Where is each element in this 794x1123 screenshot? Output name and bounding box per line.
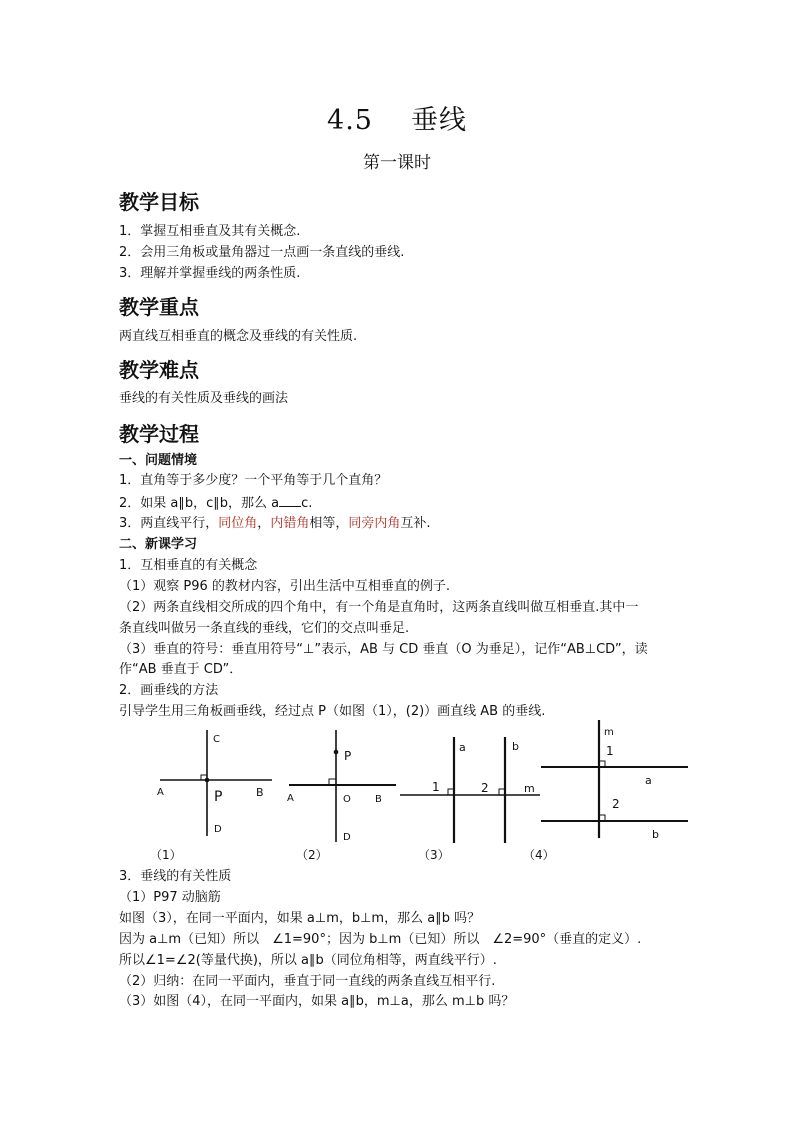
fig1-label-a: A	[157, 787, 164, 798]
part2-line-5: （3）垂直的符号：垂直用符号“⊥”表示，AB 与 CD 垂直（O 为垂足），记作“AB⊥CD”，读	[119, 642, 648, 657]
goal-item-2: 2．会用三角板或量角器过一点画一条直线的垂线.	[119, 245, 405, 260]
focus-text: 两直线互相垂直的概念及垂线的有关性质.	[119, 329, 358, 344]
fig1-point-p	[205, 778, 210, 783]
fig4-label-angle-2: 2	[612, 797, 620, 811]
page-subtitle: 第一课时	[363, 153, 431, 173]
part2-line-4: 条直线叫做另一条直线的垂线，它们的交点叫垂足.	[119, 621, 410, 636]
part3-line-4: 因为 a⊥m（已知）所以 ∠1=90°；因为 b⊥m（已知）所以 ∠2=90°（垂直的定义）.	[119, 932, 642, 947]
fig1-label-b: B	[256, 786, 264, 799]
q3-text-d: 互补.	[400, 516, 431, 531]
fig2-label-b: B	[375, 794, 382, 805]
process-heading: 教学过程	[119, 422, 199, 446]
difficulty-heading: 教学难点	[119, 358, 199, 382]
fig2-caption: （2）	[296, 848, 328, 862]
question-1: 1．直角等于多少度？一个平角等于几个直角？	[119, 473, 388, 488]
question-2-start: 2．如果 a∥b，c∥b，那么 a	[119, 496, 280, 511]
fig4-label-m: m	[604, 727, 614, 738]
fig4-label-a: a	[645, 774, 652, 787]
q3-red-interior: 同旁内角	[348, 516, 401, 531]
fig1-label-p: P	[214, 789, 223, 805]
part3-line-5: 所以∠1=∠2(等量代换)，所以 a∥b（同位角相等，两直线平行）.	[119, 953, 497, 968]
fig3-label-angle-2: 2	[481, 781, 489, 795]
part2-title: 二、新课学习	[119, 537, 198, 552]
difficulty-text: 垂线的有关性质及垂线的画法	[119, 391, 289, 406]
part3-line-1: 3．垂线的有关性质	[119, 869, 232, 884]
figure-3	[400, 737, 540, 843]
goal-item-3: 3．理解并掌握垂线的两条性质.	[119, 266, 301, 281]
q3-text-a: 3．两直线平行，	[119, 516, 219, 531]
figure-2	[289, 730, 396, 842]
part3-line-7: （3）如图（4），在同一平面内，如果 a∥b，m⊥a，那么 m⊥b 吗？	[119, 994, 515, 1009]
fig3-caption: （3）	[418, 848, 450, 862]
title-name: 垂线	[410, 105, 467, 136]
fig2-label-p: P	[344, 749, 352, 763]
figure-1	[160, 730, 272, 836]
q3-red-corresponding: 同位角	[218, 516, 258, 531]
part3-line-6: （2）归纳：在同一平面内，垂直于同一直线的两条直线互相平行.	[119, 974, 496, 989]
fig1-label-c: C	[213, 734, 220, 745]
part1-title: 一、问题情境	[119, 453, 198, 468]
fig1-label-d: D	[214, 824, 222, 835]
q3-text-b: ，	[257, 516, 271, 531]
part2-line-8: 引导学生用三角板画垂线，经过点 P（如图（1），(2)）画直线 AB 的垂线.	[119, 704, 546, 719]
fig3-label-a: a	[459, 741, 466, 754]
title-number: 4.5	[327, 105, 373, 136]
fig4-caption: （4）	[523, 848, 555, 862]
fig2-label-o: O	[343, 794, 351, 805]
part3-line-3: 如图（3），在同一平面内，如果 a⊥m，b⊥m，那么 a∥b 吗？	[119, 911, 481, 926]
fig4-label-b: b	[652, 828, 659, 841]
goals-heading: 教学目标	[119, 190, 199, 214]
fig3-label-b: b	[512, 740, 519, 753]
fig2-point-p	[334, 750, 339, 755]
fig1-caption: （1）	[150, 848, 182, 862]
part2-line-6: 作“AB 垂直于 CD”．	[119, 662, 243, 677]
goal-item-1: 1．掌握互相垂直及其有关概念.	[119, 224, 301, 239]
figure-4	[541, 720, 688, 838]
q3-text-c: 相等，	[309, 516, 349, 531]
fig2-label-d: D	[343, 832, 351, 843]
part2-line-1: 1．互相垂直的有关概念	[119, 558, 258, 573]
fig2-label-a: A	[287, 793, 294, 804]
fig3-label-angle-1: 1	[432, 780, 440, 794]
question-2-end: c.	[301, 496, 313, 511]
q3-red-alternate: 内错角	[270, 516, 310, 531]
focus-heading: 教学重点	[119, 295, 199, 319]
part2-line-7: 2．画垂线的方法	[119, 683, 219, 698]
part2-line-3: （2）两条直线相交所成的四个角中，有一个角是直角时，这两条直线叫做互相垂直.其中一	[119, 600, 639, 615]
fig3-label-m: m	[524, 782, 535, 795]
part2-line-2: （1）观察 P96 的教材内容，引出生活中互相垂直的例子.	[119, 579, 451, 594]
fig4-label-angle-1: 1	[606, 744, 614, 758]
part3-line-2: （1）P97 动脑筋	[119, 890, 221, 905]
